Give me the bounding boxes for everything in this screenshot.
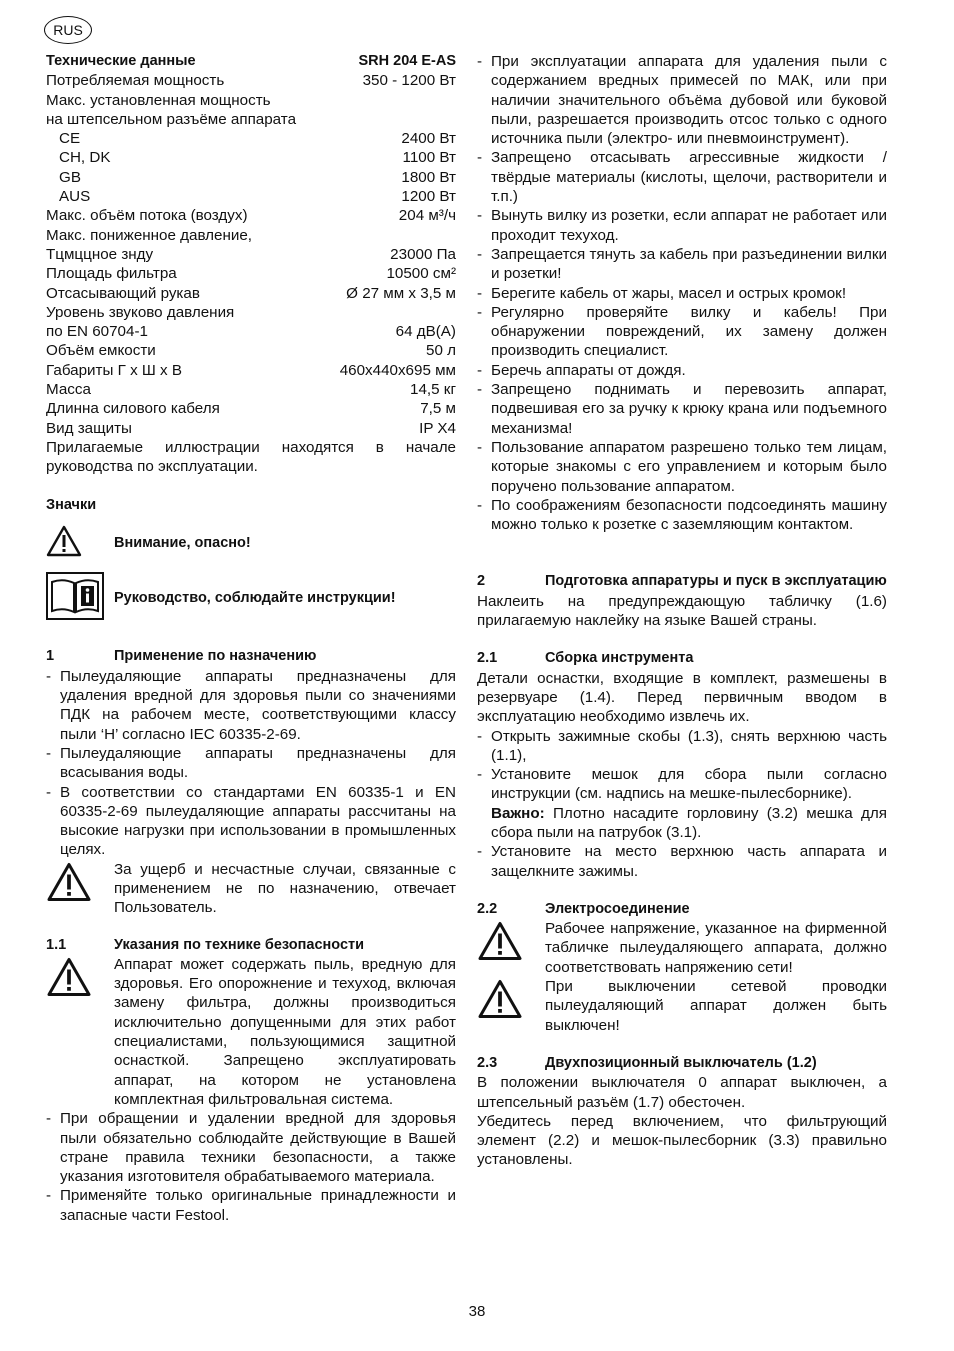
warning-triangle-icon [46, 860, 114, 907]
symbol-manual [46, 572, 456, 625]
spec-row: Объём емкости 50 л [46, 342, 456, 360]
spec-label: Макс. установленная мощность [46, 91, 271, 109]
list-item: - По соображениям безопасности подсоединять машину можно только к розетке с заземляющим контактом. [477, 496, 887, 535]
spec-row: Тцмццное знду 23000 Па [46, 245, 456, 263]
list-item: - Установите мешок для сбора пыли согласно инструкции (см. надпись на мешке-пылесборнике). [477, 765, 887, 804]
spec-row: Масса 14,5 кг [46, 381, 456, 399]
section-2-3-text: В положении выключателя 0 аппарат выключен, а штепсельный разъём (1.7) обесточен. [477, 1074, 887, 1111]
section-1-warning: За ущерб и несчастные случаи, связанные с применением не по назначению, отвечает Пользователь. [46, 860, 456, 918]
list-item: - Беречь аппараты от дождя. [477, 361, 887, 380]
section-2-1-heading: 2.1 Сборка инструмента [477, 650, 694, 667]
section-1-heading: 1 Применение по назначению [46, 648, 317, 665]
spec-row: Длинна силового кабеля 7,5 м [46, 400, 456, 418]
section-2-1-text: Детали оснастки, входящие в комплект, размешены в резервуаре (1.4). Перед первичным вводом в эксплуатацию необходимо извлечь их. [477, 669, 887, 726]
page-number: 38 [468, 1303, 486, 1320]
section-1-1-warning: Аппарат может содержать пыль, вредную для здоровья. Его опорожнение и техуход, включая замену фильтра, должны производиться исключительно допущенными для этих работ специалистами, пользующимися защитной оснасткой. Запрещено эксплуатировать аппарат, на котором не установлена комплектная фильтровальная система. [46, 955, 456, 1109]
section-2-2-warning: При выключении сетевой проводки пылеудаляющий аппарат должен быть выключен! [477, 977, 887, 1035]
language-badge: RUS [44, 16, 92, 44]
section-2-2-heading: 2.2 Электросоединение [477, 900, 690, 917]
list-item: - Запрещается тянуть за кабель при разъединении вилки и розетки! [477, 245, 887, 284]
list-item: - В соответствии со стандартами EN 60335-1 и EN 60335-2-69 пылеудаляющие аппараты рассчитаны на высокие нагрузки при использовании в промышленных целях. [46, 783, 456, 860]
tech-header [46, 52, 456, 71]
list-item: - При обращении и удалении вредной для здоровья пыли обязательно соблюдайте действующие в Вашей стране правила техники безопасности, а также указания изготовителя обрабатываемого материала. [46, 1109, 456, 1186]
symbols-title: Значки [46, 496, 97, 513]
symbol-warning-label: Внимание, опасно! [114, 534, 251, 551]
spec-row: Вид защиты IP X4 [46, 419, 456, 437]
tech-title: Технические данные [46, 53, 196, 69]
spec-row: AUS 1200 Вт [59, 188, 456, 206]
important-note: Важно: Плотно насадите горловину (3.2) мешка для сбора пыли на патрубок (3.1). [491, 804, 887, 841]
list-item: - Пылеудаляющие аппараты предназначены для всасывания воды. [46, 744, 456, 783]
list-item: - Берегите кабель от жары, масел и острых кромок! [477, 284, 887, 303]
manual-book-icon [46, 572, 114, 625]
list-item: - Запрещено отсасывать агрессивные жидкости / твёрдые материалы (кислоты, щелочи, растворители и т.п.) [477, 148, 887, 206]
section-1-1-heading: 1.1 Указания по технике безопасности [46, 936, 365, 953]
spec-row: Площадь фильтра 10500 см² [46, 265, 456, 283]
list-item: - Установите на место верхнюю часть аппарата и защелкните зажимы. [477, 842, 887, 881]
warning-triangle-icon [46, 525, 114, 562]
list-item: - Применяйте только оригинальные принадлежности и запасные части Festool. [46, 1186, 456, 1225]
spec-row: Потребляемая мощность 350 - 1200 Вт [46, 72, 456, 90]
section-2-3-heading: 2.3 Двухпозиционный выключатель (1.2) [477, 1054, 817, 1071]
warning-triangle-icon [477, 977, 545, 1024]
list-item: - Регулярно проверяйте вилку и кабель! При обнаружении повреждений, их замену должен производить специалист. [477, 303, 887, 361]
illustrations-note: Прилагаемые иллюстрации находятся в начале руководства по эксплуатации. [46, 438, 456, 476]
section-2-3-text: Убедитесь перед включением, что фильтрующий элемент (2.2) и мешок-пылесборник (3.3) правильно установлены. [477, 1112, 887, 1169]
spec-label: Макс. пониженное давление, [46, 226, 253, 244]
tech-model: SRH 204 E-AS [358, 53, 456, 69]
section-2-text: Наклеить на предупреждающую табличку (1.6) прилагаемую наклейку на языке Вашей страны. [477, 592, 887, 630]
spec-row: Макс. объём потока (воздух) 204 м³/ч [46, 207, 456, 225]
warning-triangle-icon [46, 955, 114, 1002]
section-2-heading: 2 Подготовка аппаратуры и пуск в эксплуатацию [477, 573, 887, 590]
section-2-2-warning: Рабочее напряжение, указанное на фирменной табличке пылеудаляющего аппарата, должно соответствовать напряжению сети! [477, 919, 887, 977]
spec-row: Отсасывающий рукав Ø 27 мм x 3,5 м [46, 284, 456, 302]
symbol-manual-label: Руководство, соблюдайте инструкции! [114, 590, 396, 607]
spec-row: Габариты Г x Ш x В 460x440x695 мм [46, 361, 456, 379]
list-item: - Вынуть вилку из розетки, если аппарат не работает или проходит техуход. [477, 206, 887, 245]
list-item: - Пылеудаляющие аппараты предназначены для удаления вредной для здоровья пыли со значениями ПДК на рабочем месте, соответствующими классу пыли ‘H’ согласно IEC 60335-2-69. [46, 667, 456, 744]
spec-label: на штепсельном разъёме аппарата [46, 110, 297, 128]
list-item: - Открыть зажимные скобы (1.3), снять верхнюю часть (1.1), [477, 727, 887, 766]
list-item: - При эксплуатации аппарата для удаления пыли с содержанием вредных примесей по МАК, или при наличии значительного объёма дубовой или буковой пыли, разрешается производить отсос только с одного источника пыли (электро- или пневмоинструмент). [477, 52, 887, 148]
spec-row: GB 1800 Вт [59, 168, 456, 186]
symbol-warning [46, 525, 456, 562]
spec-label: Уровень звуково давления [46, 303, 235, 321]
list-item: - Запрещено поднимать и перевозить аппарат, подвешивая его за ручку к крюку крана или подъемного механизма! [477, 380, 887, 438]
spec-row: CE 2400 Вт [59, 130, 456, 148]
warning-triangle-icon [477, 919, 545, 966]
spec-row: по EN 60704-1 64 дВ(А) [46, 323, 456, 341]
left-column [46, 52, 456, 1225]
spec-row: CH, DK 1100 Вт [59, 149, 456, 167]
right-column [477, 52, 887, 1170]
list-item: - Пользование аппаратом разрешено только тем лицам, которые знакомы с его управлением и которым было поручено пользование аппаратом. [477, 438, 887, 496]
